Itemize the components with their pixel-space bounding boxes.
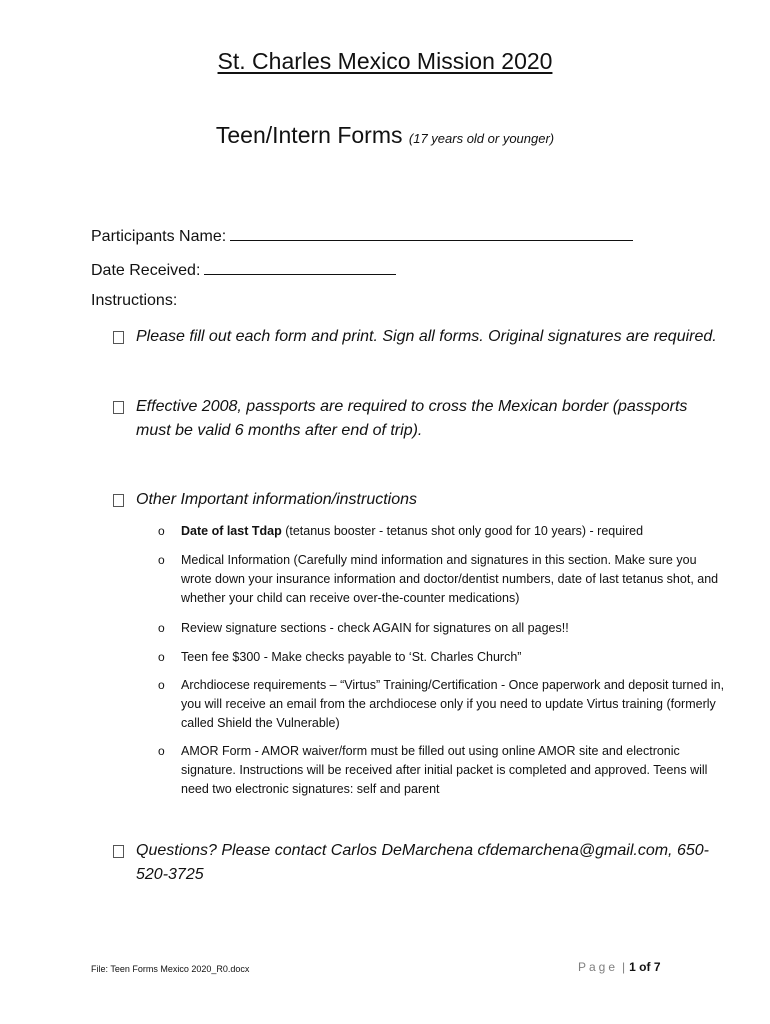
page-count: 1 of 7: [629, 960, 661, 974]
bullet-box-icon: [113, 494, 124, 507]
bullet-text: Questions? Please contact Carlos DeMarchena cfdemarchena@gmail.com, 650-520-3725: [136, 842, 709, 883]
instructions-heading: Instructions:: [91, 292, 178, 309]
circle-bullet-icon: o: [158, 650, 165, 664]
bullet-text: Effective 2008, passports are required to cross the Mexican border (passports must be valid 6 months after end of trip).: [136, 398, 688, 439]
instruction-bullet: [113, 325, 733, 349]
list-item: [158, 742, 728, 799]
bullet-box-icon: [113, 845, 124, 858]
subtitle-note: (17 years old or younger): [408, 131, 555, 146]
instruction-bullet: [113, 839, 713, 887]
subtitle-text: Teen/Intern Forms: [215, 122, 403, 148]
item-text: Archdiocese requirements – “Virtus” Training/Certification - Once paperwork and deposit turned in, you will receive an email from the archdiocese only if you need to update Virtus training (formerly called Shield the Vulnerable): [181, 678, 725, 730]
participant-name-line[interactable]: [230, 224, 633, 241]
page-title: St. Charles Mexico Mission 2020: [217, 48, 553, 74]
list-item: [158, 676, 728, 733]
bullet-text: Other Important information/instructions: [136, 491, 418, 508]
date-received-label: Date Received:: [91, 262, 201, 279]
page-word: Page: [578, 960, 619, 974]
date-received-line[interactable]: [204, 258, 396, 275]
bullet-box-icon: [113, 401, 124, 414]
page-separator: |: [622, 960, 626, 974]
instruction-bullet: [113, 395, 703, 443]
circle-bullet-icon: o: [158, 524, 165, 538]
circle-bullet-icon: o: [158, 553, 165, 567]
item-text: Review signature sections - check AGAIN for signatures on all pages!!: [181, 621, 569, 635]
list-item: [158, 551, 728, 608]
bullet-box-icon: [113, 331, 124, 344]
circle-bullet-icon: o: [158, 744, 165, 758]
instruction-bullet: [113, 488, 713, 512]
item-text: (tetanus booster - tetanus shot only good for 10 years) - required: [281, 524, 644, 538]
date-received-field: [91, 258, 396, 280]
item-text: Teen fee $300 - Make checks payable to ‘St. Charles Church”: [181, 650, 522, 664]
bullet-text: Please fill out each form and print. Sign all forms. Original signatures are required.: [136, 328, 717, 345]
item-text: AMOR Form - AMOR waiver/form must be filled out using online AMOR site and electronic signature. Instructions will be received after initial packet is completed and approved. Teens will need two electronic signatures: self and parent: [181, 744, 708, 796]
list-item: [158, 619, 728, 638]
item-bold-text: Date of last Tdap: [181, 524, 282, 538]
page-subtitle: [0, 122, 770, 149]
list-item: [158, 648, 728, 667]
list-item: [158, 522, 728, 541]
participant-name-label: Participants Name:: [91, 228, 227, 245]
circle-bullet-icon: o: [158, 621, 165, 635]
participant-name-field: [91, 224, 633, 246]
circle-bullet-icon: o: [158, 678, 165, 692]
footer-filename: File: Teen Forms Mexico 2020_R0.docx: [91, 964, 250, 974]
footer-page-number: [578, 960, 661, 974]
item-text: Medical Information (Carefully mind information and signatures in this section. Make sure you wrote down your insurance information and doctor/dentist numbers, date of last tetanus shot, and whether your child can receive over-the-counter medications): [181, 553, 719, 605]
